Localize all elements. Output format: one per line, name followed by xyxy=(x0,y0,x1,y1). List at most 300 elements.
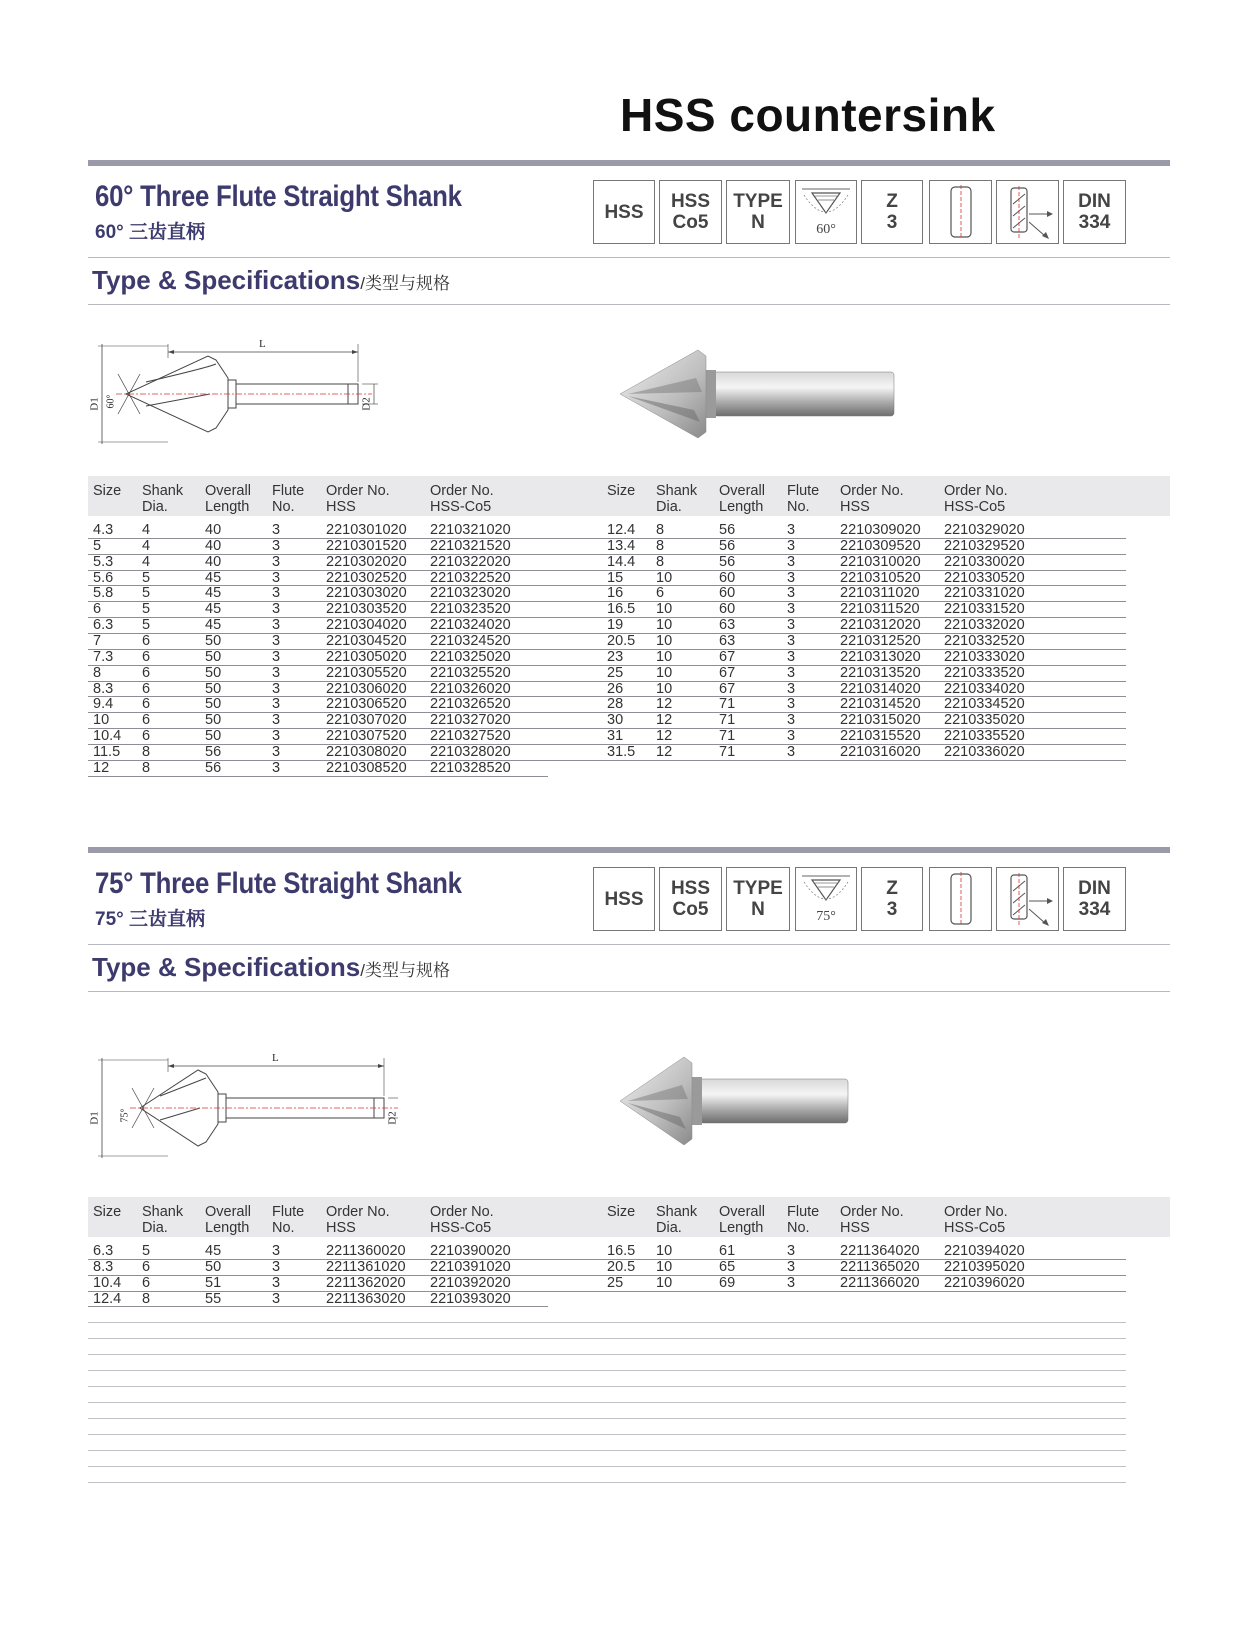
column-header: Order No. HSS xyxy=(840,483,904,515)
table-cell: 3 xyxy=(787,648,796,665)
spec-heading-cn: /类型与规格 xyxy=(360,961,450,980)
column-header: Overall Length xyxy=(205,483,251,515)
spec-heading xyxy=(92,952,450,983)
table-cell: 3 xyxy=(787,1243,796,1259)
table-cell: 71 xyxy=(719,743,736,760)
column-header: Overall Length xyxy=(719,483,765,515)
table-cell: 3 xyxy=(787,664,796,681)
badge-text: HSS xyxy=(670,191,711,212)
table-cell: 5.6 xyxy=(93,569,114,586)
table-cell: 2210333520 xyxy=(944,664,1025,681)
table-cell: 2210302520 xyxy=(326,569,407,586)
table-cell: 50 xyxy=(205,696,222,713)
table-cell: 9.4 xyxy=(93,696,114,713)
table-cell: 2210329520 xyxy=(944,537,1025,554)
table-cell: 10.4 xyxy=(93,728,122,745)
badge-text: 3 xyxy=(886,212,898,233)
flute-count-badge xyxy=(861,867,923,931)
spec-heading-en: Type & Specifications xyxy=(92,265,361,295)
row-divider xyxy=(88,760,1126,761)
table-cell: 12 xyxy=(656,728,673,745)
empty-row-line xyxy=(88,1434,1126,1435)
table-cell: 61 xyxy=(719,1243,736,1259)
cutting-direction-icon xyxy=(996,180,1059,244)
table-cell: 3 xyxy=(787,569,796,586)
table-cell: 2211366020 xyxy=(840,1274,920,1291)
table-cell: 3 xyxy=(272,585,281,602)
section-title: 60° Three Flute Straight Shank xyxy=(95,180,462,213)
table-cell: 50 xyxy=(205,648,222,665)
table-cell: 7.3 xyxy=(93,648,114,665)
table-cell: 45 xyxy=(205,617,222,634)
table-cell: 3 xyxy=(272,648,281,665)
table-cell: 50 xyxy=(205,680,222,697)
table-cell: 2210335020 xyxy=(944,712,1025,729)
table-cell: 45 xyxy=(205,601,222,618)
table-cell: 2210305520 xyxy=(326,664,407,681)
table-cell: 2210308020 xyxy=(326,743,407,760)
table-cell: 2210330520 xyxy=(944,569,1025,586)
table-cell: 45 xyxy=(205,1243,222,1259)
table-cell: 3 xyxy=(272,1290,281,1307)
table-cell: 6 xyxy=(656,585,665,602)
divider xyxy=(88,257,1170,258)
table-cell: 2210394020 xyxy=(944,1243,1025,1259)
table-cell: 8 xyxy=(93,664,102,681)
table-cell: 2210306520 xyxy=(326,696,407,713)
table-cell: 67 xyxy=(719,664,736,681)
divider xyxy=(88,304,1170,305)
table-cell: 25 xyxy=(607,1274,624,1291)
column-header: Shank Dia. xyxy=(142,1204,184,1236)
badge-text: Z xyxy=(886,878,898,899)
column-header: Order No. HSS-Co5 xyxy=(430,483,494,515)
table-cell: 2210307020 xyxy=(326,712,407,729)
table-cell: 56 xyxy=(205,743,222,760)
table-cell: 12 xyxy=(656,743,673,760)
column-header: Shank Dia. xyxy=(656,1204,698,1236)
table-cell: 3 xyxy=(272,1258,281,1275)
table-cell: 6.3 xyxy=(93,1243,114,1259)
table-cell: 3 xyxy=(787,1274,796,1291)
table-cell: 2211364020 xyxy=(840,1243,920,1259)
column-header: Size xyxy=(607,1204,636,1220)
table-cell: 2210301520 xyxy=(326,537,407,554)
empty-row-line xyxy=(88,1322,1126,1323)
table-cell: 2210315520 xyxy=(840,728,921,745)
table-cell: 2210325020 xyxy=(430,648,511,665)
table-cell: 69 xyxy=(719,1274,736,1291)
column-header: Size xyxy=(607,483,636,499)
column-header: Overall Length xyxy=(719,1204,765,1236)
table-cell: 2210304520 xyxy=(326,632,407,649)
table-cell: 2210334520 xyxy=(944,696,1025,713)
table-cell: 2210330020 xyxy=(944,553,1025,570)
table-cell: 2210308520 xyxy=(326,759,407,776)
straight-shank-icon xyxy=(929,180,992,244)
table-cell: 2210322520 xyxy=(430,569,511,586)
table-cell: 3 xyxy=(787,712,796,729)
badge-text: TYPE xyxy=(733,191,783,212)
hss-co5-badge xyxy=(659,180,722,244)
type-n-badge xyxy=(726,180,790,244)
table-cell: 2210314020 xyxy=(840,680,921,697)
badge-text: 3 xyxy=(886,899,898,920)
table-cell: 12.4 xyxy=(607,522,636,538)
table-cell: 2211361020 xyxy=(326,1258,406,1275)
table-cell: 2210306020 xyxy=(326,680,407,697)
table-cell: 63 xyxy=(719,617,736,634)
table-cell: 20.5 xyxy=(607,632,636,649)
table-cell: 2210324520 xyxy=(430,632,511,649)
column-header: Size xyxy=(93,1204,122,1220)
table-cell: 40 xyxy=(205,537,222,554)
column-header: Size xyxy=(93,483,122,499)
table-cell: 3 xyxy=(272,759,281,776)
dim-d2-label: D2 xyxy=(360,397,373,411)
table-cell: 3 xyxy=(787,537,796,554)
table-cell: 3 xyxy=(272,553,281,570)
table-cell: 2210321520 xyxy=(430,537,511,554)
technical-drawing xyxy=(88,338,398,454)
badge-text: DIN xyxy=(1078,191,1111,212)
table-cell: 2210327020 xyxy=(430,712,511,729)
straight-shank-icon xyxy=(929,867,992,931)
table-cell: 2210313020 xyxy=(840,648,921,665)
table-cell: 3 xyxy=(787,696,796,713)
table-cell: 60 xyxy=(719,601,736,618)
divider xyxy=(88,944,1170,945)
page-title: HSS countersink xyxy=(620,89,996,141)
column-header: Order No. HSS xyxy=(326,1204,390,1236)
table-cell: 12 xyxy=(656,712,673,729)
table-cell: 60 xyxy=(719,585,736,602)
table-cell: 3 xyxy=(272,522,281,538)
empty-row-line xyxy=(88,1418,1126,1419)
flute-count-badge xyxy=(861,180,923,244)
table-cell: 67 xyxy=(719,680,736,697)
angle-icon xyxy=(795,180,857,244)
table-cell: 2210391020 xyxy=(430,1258,511,1275)
spec-heading-en: Type & Specifications xyxy=(92,952,361,982)
table-cell: 2210303520 xyxy=(326,601,407,618)
table-cell: 2210395020 xyxy=(944,1258,1025,1275)
table-cell: 3 xyxy=(787,1258,796,1275)
table-cell: 6.3 xyxy=(93,617,114,634)
dim-length-label: L xyxy=(272,1052,279,1064)
table-cell: 10 xyxy=(656,569,673,586)
table-cell: 2210311520 xyxy=(840,601,920,618)
table-cell: 6 xyxy=(142,712,151,729)
table-cell: 19 xyxy=(607,617,624,634)
badge-text: Z xyxy=(886,191,898,212)
table-cell: 71 xyxy=(719,696,736,713)
table-cell: 2210336020 xyxy=(944,743,1025,760)
table-cell: 3 xyxy=(787,743,796,760)
angle-label: 75° xyxy=(816,909,836,924)
dim-angle-label: 75° xyxy=(119,1108,131,1123)
table-cell: 2210321020 xyxy=(430,522,511,538)
table-cell: 40 xyxy=(205,553,222,570)
table-cell: 5 xyxy=(142,569,151,586)
table-cell: 6 xyxy=(93,601,102,618)
table-cell: 10 xyxy=(93,712,110,729)
table-cell: 10 xyxy=(656,1274,673,1291)
badge-text: Co5 xyxy=(672,212,709,233)
table-cell: 6 xyxy=(142,680,151,697)
empty-row-line xyxy=(88,1402,1126,1403)
table-cell: 2210328020 xyxy=(430,743,511,760)
table-cell: 4 xyxy=(142,553,151,570)
table-cell: 3 xyxy=(272,664,281,681)
table-cell: 6 xyxy=(142,664,151,681)
column-header: Shank Dia. xyxy=(656,483,698,515)
table-cell: 20.5 xyxy=(607,1258,636,1275)
table-cell: 2210309020 xyxy=(840,522,921,538)
table-cell: 10 xyxy=(656,601,673,618)
table-cell: 2210316020 xyxy=(840,743,921,760)
table-cell: 5 xyxy=(142,617,151,634)
table-cell: 51 xyxy=(205,1274,222,1291)
table-cell: 50 xyxy=(205,664,222,681)
table-cell: 8 xyxy=(656,537,665,554)
empty-row-line xyxy=(88,1354,1126,1355)
table-cell: 2211362020 xyxy=(326,1274,406,1291)
spec-heading xyxy=(92,265,450,296)
table-cell: 8.3 xyxy=(93,680,114,697)
table-cell: 67 xyxy=(719,648,736,665)
din-badge xyxy=(1063,867,1126,931)
table-cell: 12 xyxy=(93,759,110,776)
table-cell: 7 xyxy=(93,632,102,649)
column-header: Order No. HSS-Co5 xyxy=(944,1204,1008,1236)
table-cell: 5.3 xyxy=(93,553,114,570)
spec-heading-cn: /类型与规格 xyxy=(360,274,450,293)
column-header: Order No. HSS xyxy=(326,483,390,515)
hss-badge xyxy=(593,867,655,931)
table-cell: 2210301020 xyxy=(326,522,407,538)
divider xyxy=(88,991,1170,992)
table-cell: 5 xyxy=(142,601,151,618)
badge-text: HSS xyxy=(604,201,644,223)
table-cell: 2210396020 xyxy=(944,1274,1025,1291)
table-cell: 3 xyxy=(787,680,796,697)
table-cell: 10 xyxy=(656,1243,673,1259)
table-cell: 45 xyxy=(205,569,222,586)
table-cell: 8 xyxy=(142,743,151,760)
column-header: Order No. HSS xyxy=(840,1204,904,1236)
table-cell: 2210303020 xyxy=(326,585,407,602)
table-cell: 6 xyxy=(142,632,151,649)
table-cell: 2210323020 xyxy=(430,585,511,602)
table-cell: 2210310020 xyxy=(840,553,921,570)
table-cell: 30 xyxy=(607,712,624,729)
dim-d1-label: D1 xyxy=(88,1111,101,1125)
table-cell: 3 xyxy=(272,743,281,760)
table-cell: 26 xyxy=(607,680,624,697)
table-cell: 60 xyxy=(719,569,736,586)
table-cell: 8 xyxy=(656,522,665,538)
table-cell: 2210392020 xyxy=(430,1274,511,1291)
table-cell: 3 xyxy=(787,522,796,538)
table-cell: 12.4 xyxy=(93,1290,122,1307)
table-cell: 6 xyxy=(142,1258,151,1275)
table-cell: 2210315020 xyxy=(840,712,921,729)
table-cell: 2210304020 xyxy=(326,617,407,634)
table-cell: 5 xyxy=(93,537,102,554)
empty-row-line xyxy=(88,1338,1126,1339)
table-cell: 45 xyxy=(205,585,222,602)
cutting-direction-icon xyxy=(996,867,1059,931)
table-cell: 5 xyxy=(142,585,151,602)
table-cell: 12 xyxy=(656,696,673,713)
row-divider xyxy=(88,1291,1126,1292)
badge-text: TYPE xyxy=(733,878,783,899)
table-cell: 15 xyxy=(607,569,624,586)
empty-row-line xyxy=(88,1370,1126,1371)
table-cell: 63 xyxy=(719,632,736,649)
badge-text: 334 xyxy=(1078,212,1111,233)
table-cell: 2210313520 xyxy=(840,664,921,681)
table-cell: 71 xyxy=(719,712,736,729)
table-cell: 5 xyxy=(142,1243,151,1259)
table-cell: 2210326020 xyxy=(430,680,511,697)
table-cell: 56 xyxy=(719,553,736,570)
table-cell: 40 xyxy=(205,522,222,538)
dim-length-label: L xyxy=(259,338,266,350)
table-cell: 2210326520 xyxy=(430,696,511,713)
table-cell: 50 xyxy=(205,728,222,745)
table-cell: 3 xyxy=(272,1243,281,1259)
table-cell: 2211363020 xyxy=(326,1290,406,1307)
table-cell: 13.4 xyxy=(607,537,636,554)
tool-photo xyxy=(620,1055,850,1147)
column-header: Overall Length xyxy=(205,1204,251,1236)
table-cell: 3 xyxy=(787,632,796,649)
type-n-badge xyxy=(726,867,790,931)
angle-icon xyxy=(795,867,857,931)
table-cell: 3 xyxy=(272,617,281,634)
badge-text: HSS xyxy=(604,888,644,910)
table-cell: 10 xyxy=(656,680,673,697)
table-cell: 28 xyxy=(607,696,624,713)
table-cell: 2210311020 xyxy=(840,585,920,602)
table-cell: 10 xyxy=(656,648,673,665)
table-cell: 71 xyxy=(719,728,736,745)
section-band xyxy=(88,160,1170,166)
badge-text: DIN xyxy=(1078,878,1111,899)
hss-co5-badge xyxy=(659,867,722,931)
table-cell: 2210333020 xyxy=(944,648,1025,665)
table-cell: 10 xyxy=(656,617,673,634)
column-header: Shank Dia. xyxy=(142,483,184,515)
table-cell: 65 xyxy=(719,1258,736,1275)
table-cell: 4 xyxy=(142,537,151,554)
table-cell: 16.5 xyxy=(607,601,636,618)
section-band xyxy=(88,847,1170,853)
table-cell: 56 xyxy=(719,537,736,554)
table-cell: 3 xyxy=(272,680,281,697)
table-cell: 2210312520 xyxy=(840,632,921,649)
table-cell: 3 xyxy=(787,617,796,634)
table-cell: 3 xyxy=(272,569,281,586)
column-header: Flute No. xyxy=(787,483,820,515)
table-cell: 2210328520 xyxy=(430,759,511,776)
table-cell: 31.5 xyxy=(607,743,636,760)
table-cell: 3 xyxy=(787,585,796,602)
table-cell: 3 xyxy=(272,537,281,554)
table-cell: 10 xyxy=(656,632,673,649)
table-cell: 10 xyxy=(656,664,673,681)
table-cell: 10.4 xyxy=(93,1274,122,1291)
badge-text: Co5 xyxy=(672,899,709,920)
badge-text: HSS xyxy=(670,878,711,899)
hss-badge xyxy=(593,180,655,244)
table-cell: 3 xyxy=(787,728,796,745)
column-header: Flute No. xyxy=(272,483,305,515)
badge-text: N xyxy=(751,899,765,920)
table-cell: 2210302020 xyxy=(326,553,407,570)
table-cell: 50 xyxy=(205,1258,222,1275)
table-cell: 2210393020 xyxy=(430,1290,511,1307)
table-cell: 2210323520 xyxy=(430,601,511,618)
table-cell: 6 xyxy=(142,696,151,713)
technical-drawing xyxy=(88,1052,398,1168)
badge-text: N xyxy=(751,212,765,233)
column-header: Flute No. xyxy=(272,1204,305,1236)
table-cell: 2211360020 xyxy=(326,1243,406,1259)
table-cell: 2210309520 xyxy=(840,537,921,554)
table-cell: 50 xyxy=(205,632,222,649)
table-cell: 2210310520 xyxy=(840,569,921,586)
table-cell: 8 xyxy=(142,759,151,776)
table-cell: 5.8 xyxy=(93,585,114,602)
table-cell: 31 xyxy=(607,728,624,745)
section-subtitle: 75° 三齿直柄 xyxy=(95,909,206,930)
table-cell: 56 xyxy=(205,759,222,776)
angle-label: 60° xyxy=(816,222,836,237)
table-cell: 2210325520 xyxy=(430,664,511,681)
table-cell: 11.5 xyxy=(93,743,121,760)
table-cell: 2210332520 xyxy=(944,632,1025,649)
table-cell: 2210312020 xyxy=(840,617,921,634)
dim-d1-label: D1 xyxy=(88,397,101,411)
table-cell: 2210334020 xyxy=(944,680,1025,697)
table-cell: 2210314520 xyxy=(840,696,921,713)
dim-d2-label: D2 xyxy=(386,1111,399,1125)
table-cell: 4 xyxy=(142,522,151,538)
table-cell: 2210332020 xyxy=(944,617,1025,634)
table-cell: 4.3 xyxy=(93,522,114,538)
section-subtitle: 60° 三齿直柄 xyxy=(95,222,206,243)
section-title: 75° Three Flute Straight Shank xyxy=(95,867,462,900)
table-cell: 2210390020 xyxy=(430,1243,511,1259)
table-cell: 3 xyxy=(272,1274,281,1291)
column-header: Order No. HSS-Co5 xyxy=(430,1204,494,1236)
table-cell: 6 xyxy=(142,728,151,745)
empty-row-line xyxy=(88,1482,1126,1483)
din-badge xyxy=(1063,180,1126,244)
dim-angle-label: 60° xyxy=(105,394,117,409)
table-cell: 16 xyxy=(607,585,624,602)
table-cell: 10 xyxy=(656,1258,673,1275)
table-cell: 3 xyxy=(787,553,796,570)
table-cell: 2210331520 xyxy=(944,601,1025,618)
tool-photo xyxy=(620,348,896,440)
table-cell: 2210331020 xyxy=(944,585,1025,602)
table-cell: 50 xyxy=(205,712,222,729)
table-cell: 25 xyxy=(607,664,624,681)
